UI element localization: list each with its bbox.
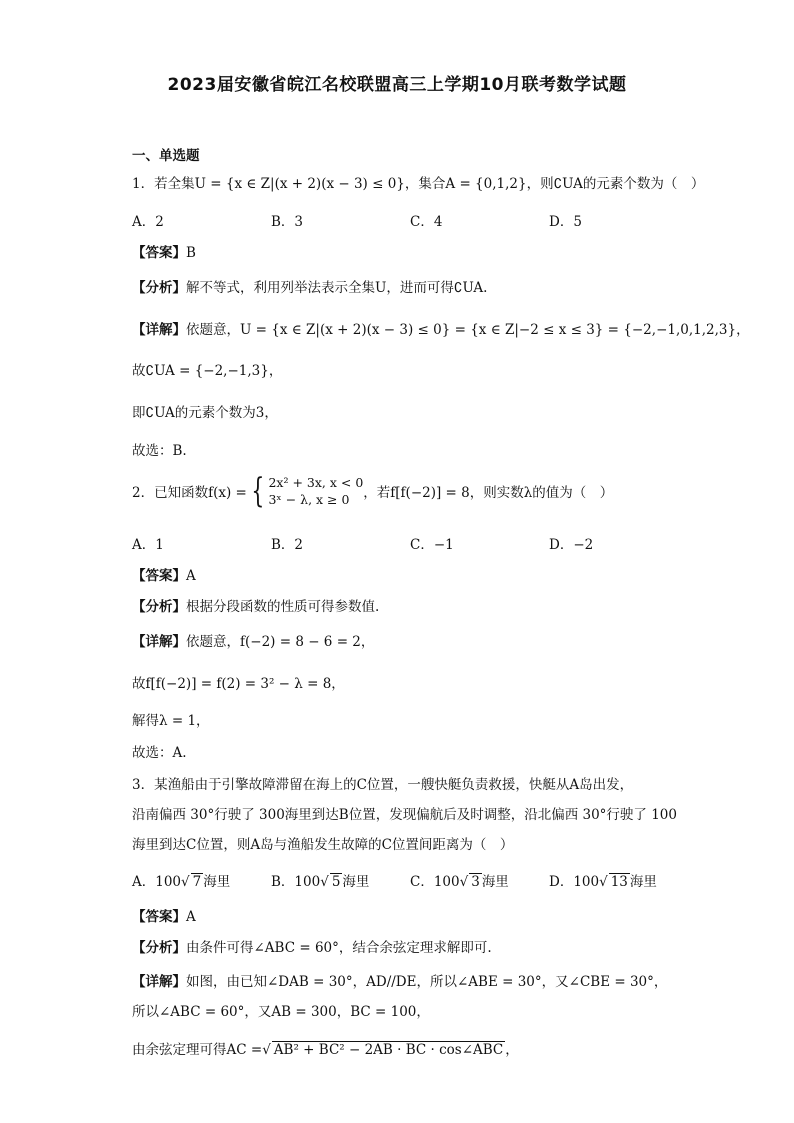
q3-option-c: C．100√ 3 海里 <box>410 874 509 890</box>
q3-detail <box>132 972 667 992</box>
q3-stem-line1: 3．某渔船由于引擎故障滞留在海上的C位置，一艘快艇负责救援，快艇从A岛出发， <box>132 777 634 793</box>
q2-option-a: A．1 <box>132 537 164 553</box>
q3-detail-line3-pre: 由余弦定理可得AC = <box>132 1042 263 1058</box>
q2-conclusion: 故选：A. <box>132 745 187 761</box>
q3-detail-line3: 由余弦定理可得AC =√ AB² + BC² − 2AB · BC · cos∠ABC ， <box>132 1042 519 1058</box>
brace-symbol: { <box>251 471 265 511</box>
q2-detail-line2: 故f[f(−2)] = f(2) = 3² − λ = 8， <box>132 676 345 692</box>
q2-analysis <box>132 597 379 617</box>
detail-tag: 【详解】 <box>132 974 186 990</box>
q3-option-b-radicand: 5 <box>331 874 341 890</box>
section-heading: 一、单选题 <box>132 148 200 164</box>
q3-option-a-unit: 海里 <box>203 874 231 890</box>
q2-analysis-text: 根据分段函数的性质可得参数值. <box>186 599 380 615</box>
q3-detail-line3-radicand: AB² + BC² − 2AB · BC · cos∠ABC <box>273 1042 504 1058</box>
q1-detail-line2: 故∁UA = {−2,−1,3}， <box>132 363 283 379</box>
q3-option-c-radicand: 3 <box>471 874 480 890</box>
q3-answer-value: A <box>186 909 196 925</box>
q2-option-b: B．2 <box>271 537 304 553</box>
q3-detail-line1: 如图，由已知∠DAB = 30°，AD//DE，所以∠ABE = 30°，又∠CBE = 30°， <box>186 974 668 990</box>
q1-stem: 1．若全集U = {x ∈ Z|(x + 2)(x − 3) ≤ 0}，集合A = {0,1,2}，则∁UA的元素个数为（ ） <box>132 176 705 192</box>
detail-tag: 【详解】 <box>132 322 186 338</box>
analysis-tag: 【分析】 <box>132 940 186 956</box>
q2-stem-post: ，若f[f(−2)] = 8，则实数λ的值为（ ） <box>363 485 614 501</box>
q3-detail-line2: 所以∠ABC = 60°，又AB = 300，BC = 100， <box>132 1004 430 1020</box>
q3-option-a: A．100√ 7 海里 <box>132 874 231 890</box>
q1-option-a: A．2 <box>132 214 164 230</box>
q3-analysis <box>132 938 492 958</box>
answer-tag: 【答案】 <box>132 568 186 584</box>
q1-detail <box>132 320 750 340</box>
q3-analysis-text: 由条件可得∠ABC = 60°，结合余弦定理求解即可. <box>186 940 492 956</box>
q1-detail-line1: 依题意，U = {x ∈ Z|(x + 2)(x − 3) ≤ 0} = {x ∈ Z|−2 ≤ x ≤ 3} = {−2,−1,0,1,2,3}， <box>186 322 750 338</box>
q3-detail-line3-post: ， <box>505 1042 519 1058</box>
q2-stem <box>132 471 614 511</box>
q2-detail-line1: 依题意，f(−2) = 8 − 6 = 2， <box>186 634 375 650</box>
analysis-tag: 【分析】 <box>132 599 186 615</box>
q1-option-d: D．5 <box>549 214 582 230</box>
answer-tag: 【答案】 <box>132 909 186 925</box>
q3-option-d-label: D．100 <box>549 874 600 890</box>
q3-option-b-unit: 海里 <box>342 874 370 890</box>
q3-option-b: B．100√ 5 海里 <box>271 874 370 890</box>
q2-piece-bottom: 3ˣ − λ, x ≥ 0 <box>268 492 350 507</box>
q1-option-c: C．4 <box>410 214 443 230</box>
q3-stem-line3: 海里到达C位置，则A岛与渔船发生故障的C位置间距离为（ ） <box>132 837 514 853</box>
answer-tag: 【答案】 <box>132 245 186 261</box>
q2-answer <box>132 566 196 586</box>
q2-stem-pre: 2．已知函数f(x) = <box>132 485 247 501</box>
q3-answer <box>132 907 196 927</box>
q3-option-d-radicand: 13 <box>610 874 628 890</box>
q1-answer <box>132 243 196 263</box>
q2-piece-top: 2x² + 3x, x < 0 <box>268 475 364 490</box>
q1-option-b: B．3 <box>271 214 304 230</box>
q3-option-c-unit: 海里 <box>481 874 509 890</box>
q3-option-d-unit: 海里 <box>629 874 657 890</box>
q1-answer-value: B <box>186 245 196 261</box>
q1-analysis <box>132 278 487 298</box>
q2-option-c: C．−1 <box>410 537 454 553</box>
q3-option-a-radicand: 7 <box>192 874 202 890</box>
q3-option-d: D．100√ 13 海里 <box>549 874 657 890</box>
q2-option-d: D．−2 <box>549 537 594 553</box>
q1-conclusion: 故选：B. <box>132 443 187 459</box>
page-title: 2023届安徽省皖江名校联盟高三上学期10月联考数学试题 <box>167 75 627 95</box>
q3-stem-line2: 沿南偏西 30°行驶了 300海里到达B位置，发现偏航后及时调整，沿北偏西 30°行驶了 100 <box>132 807 677 823</box>
detail-tag: 【详解】 <box>132 634 186 650</box>
q2-detail-line3: 解得λ = 1， <box>132 713 210 729</box>
q3-option-b-label: B．100 <box>271 874 321 890</box>
q3-option-c-label: C．100 <box>410 874 460 890</box>
q1-analysis-text: 解不等式，利用列举法表示全集U，进而可得∁UA. <box>186 280 488 296</box>
analysis-tag: 【分析】 <box>132 280 186 296</box>
q3-option-a-label: A．100 <box>132 874 182 890</box>
q1-detail-line3: 即∁UA的元素个数为3， <box>132 405 278 421</box>
q2-detail <box>132 632 374 652</box>
q2-answer-value: A <box>186 568 196 584</box>
